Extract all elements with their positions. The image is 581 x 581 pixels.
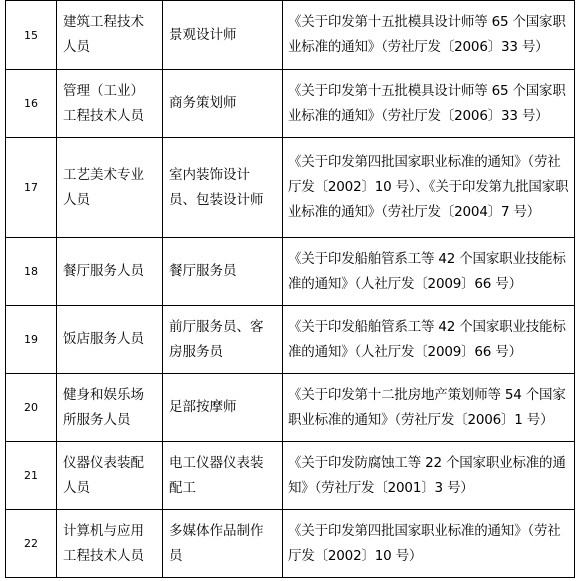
occupation-cell: 室内装饰设计员、包装设计师 [163, 138, 283, 238]
table-row [6, 442, 575, 510]
category-cell: 计算机与应用工程技术人员 [57, 510, 163, 578]
document-cell: 《关于印发第十二批房地产策划师等 54 个国家职业标准的通知》（劳社厅发〔2006〕1 号） [283, 374, 575, 442]
row-number: 21 [6, 442, 57, 510]
table-row [6, 238, 575, 306]
document-cell: 《关于印发船舶管系工等 42 个国家职业技能标准的通知》（人社厅发〔2009〕66 号） [283, 306, 575, 374]
row-number: 18 [6, 238, 57, 306]
occupation-cell: 餐厅服务员 [163, 238, 283, 306]
category-cell: 健身和娱乐场所服务人员 [57, 374, 163, 442]
document-cell: 《关于印发第十五批模具设计师等 65 个国家职业标准的通知》（劳社厅发〔2006〕33 号） [283, 1, 575, 70]
row-number: 15 [6, 1, 57, 70]
document-cell: 《关于印发第四批国家职业标准的通知》（劳社厅发〔2002〕10 号）、《关于印发第九批国家职业标准的通知》（劳社厅发〔2004〕7 号） [283, 138, 575, 238]
document-cell: 《关于印发第四批国家职业标准的通知》（劳社厅发〔2002〕10 号） [283, 510, 575, 578]
category-cell: 仪器仪表装配人员 [57, 442, 163, 510]
row-number: 22 [6, 510, 57, 578]
row-number: 17 [6, 138, 57, 238]
row-number: 20 [6, 374, 57, 442]
category-cell: 建筑工程技术人员 [57, 1, 163, 70]
table-row [6, 70, 575, 138]
table-row [6, 510, 575, 578]
category-cell: 餐厅服务人员 [57, 238, 163, 306]
occupation-cell: 前厅服务员、客房服务员 [163, 306, 283, 374]
document-cell: 《关于印发第十五批模具设计师等 65 个国家职业标准的通知》（劳社厅发〔2006〕33 号） [283, 70, 575, 138]
row-number: 16 [6, 70, 57, 138]
occupation-cell: 多媒体作品制作员 [163, 510, 283, 578]
occupation-cell: 景观设计师 [163, 1, 283, 70]
occupation-cell: 商务策划师 [163, 70, 283, 138]
category-cell: 管理（工业）工程技术人员 [57, 70, 163, 138]
category-cell: 饭店服务人员 [57, 306, 163, 374]
occupation-cell: 电工仪器仪表装配工 [163, 442, 283, 510]
table-row [6, 374, 575, 442]
document-cell: 《关于印发防腐蚀工等 22 个国家职业标准的通知》（劳社厅发〔2001〕3 号） [283, 442, 575, 510]
table-row [6, 138, 575, 238]
table-row [6, 1, 575, 70]
category-cell: 工艺美术专业人员 [57, 138, 163, 238]
table-row [6, 306, 575, 374]
occupation-standards-table [5, 0, 575, 578]
row-number: 19 [6, 306, 57, 374]
occupation-cell: 足部按摩师 [163, 374, 283, 442]
document-cell: 《关于印发船舶管系工等 42 个国家职业技能标准的通知》（人社厅发〔2009〕66 号） [283, 238, 575, 306]
